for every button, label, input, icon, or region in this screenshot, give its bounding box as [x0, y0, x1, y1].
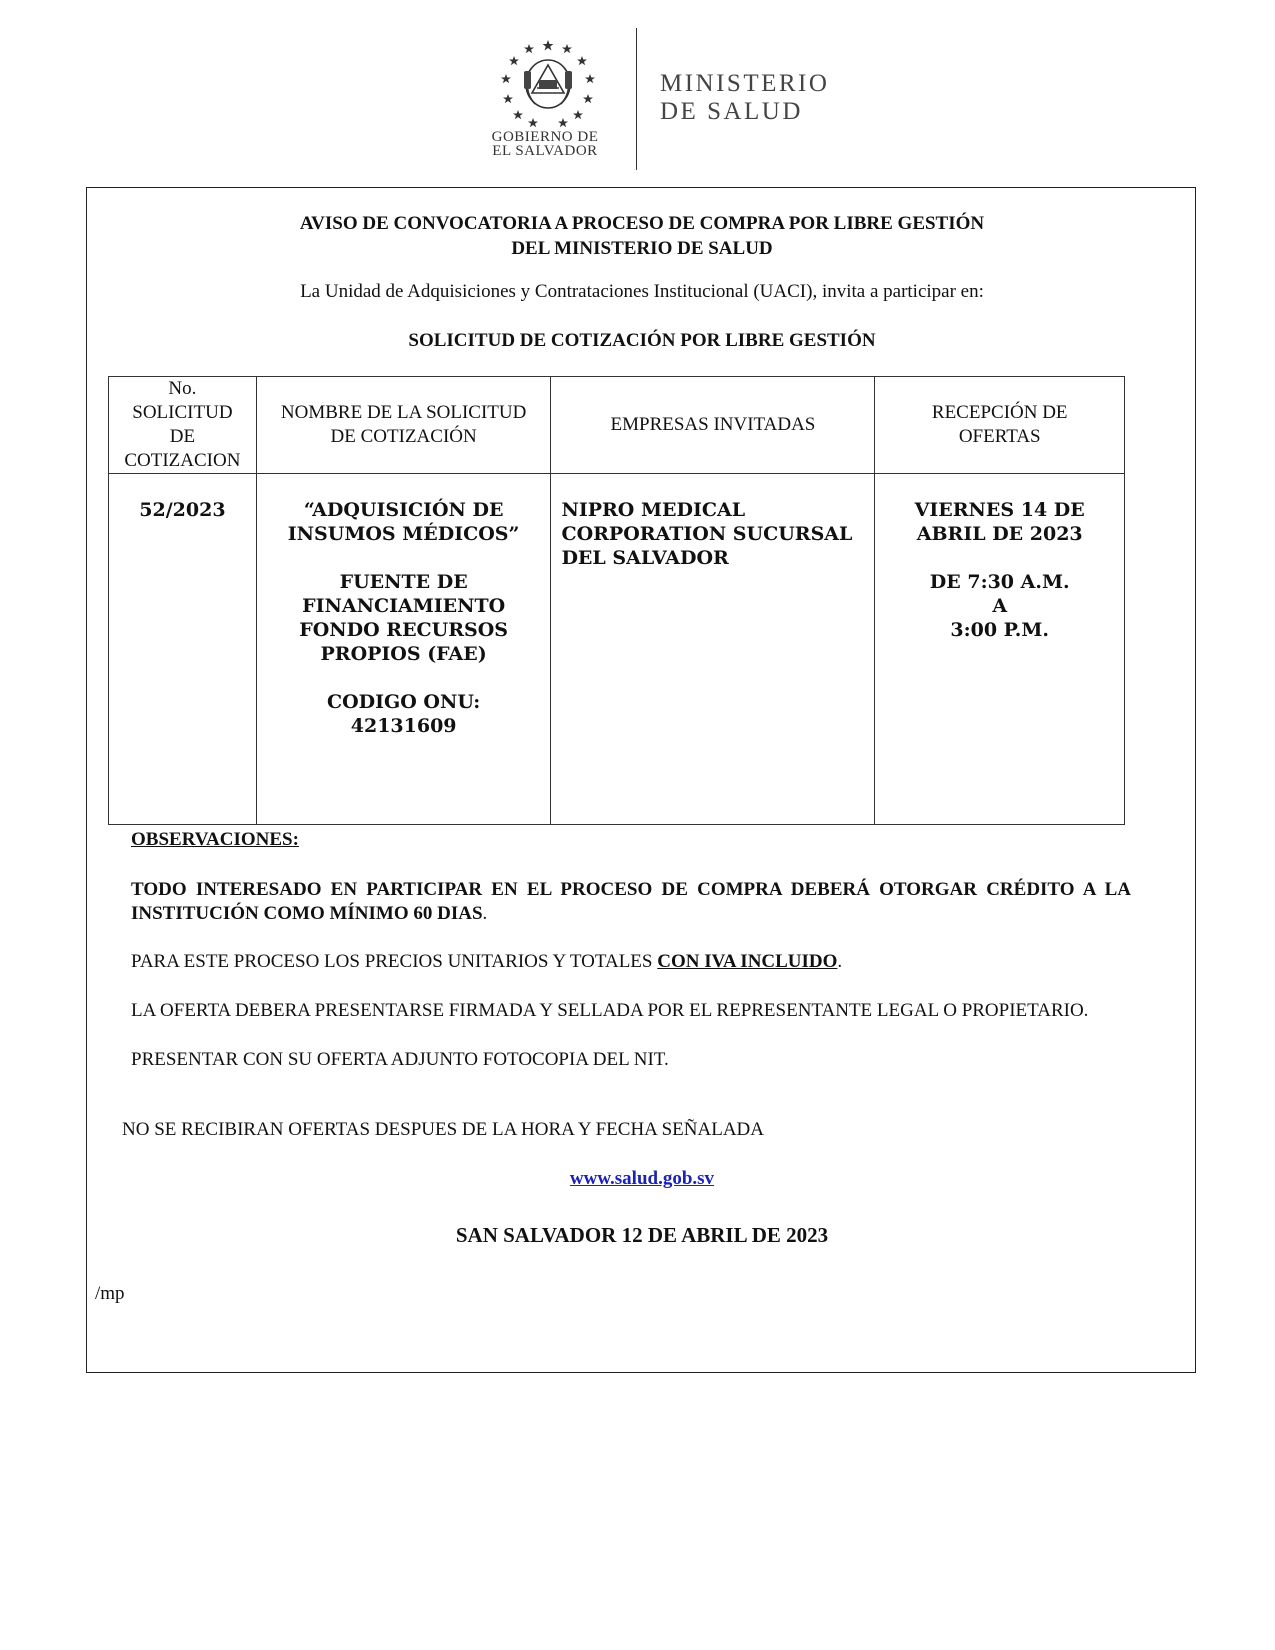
- observation-vat: PARA ESTE PROCESO LOS PRECIOS UNITARIOS Y TOTALES CON IVA INCLUIDO.: [131, 951, 843, 972]
- header-request-name: [256, 377, 551, 474]
- author-initials: /mp: [95, 1283, 125, 1304]
- name-line: “ADQUISICIÓN DE: [303, 499, 504, 521]
- intro-text: La Unidad de Adquisiciones y Contrataciones Institucional (UACI), invita a participar en:: [300, 281, 984, 302]
- observation-signature: LA OFERTA DEBERA PRESENTARSE FIRMADA Y SELLADA POR EL REPRESENTANTE LEGAL O PROPIETARIO.: [131, 1000, 1089, 1021]
- header-text: SOLICITUD: [132, 402, 233, 423]
- header-invited-companies: EMPRESAS INVITADAS: [551, 377, 875, 474]
- observation-credit-line1: TODO INTERESADO EN PARTICIPAR EN EL PROCESO DE COMPRA DEBERÁ OTORGAR CRÉDITO A LA: [131, 879, 1131, 900]
- national-seal-icon: [495, 38, 601, 130]
- observation-vat-emphasis: CON IVA INCLUIDO: [657, 951, 838, 972]
- gov-line2: EL SALVADOR: [492, 143, 598, 159]
- ministry-line1: MINISTERIO: [660, 70, 830, 97]
- fund-line: FUENTE DE: [339, 571, 468, 593]
- company-line: NIPRO MEDICAL: [561, 499, 746, 521]
- header-text: OFERTAS: [958, 426, 1041, 447]
- header-text: DE: [169, 426, 196, 447]
- notice-title: [87, 211, 1197, 261]
- time-line: DE 7:30 A.M.: [929, 571, 1070, 593]
- header-text: DE COTIZACIÓN: [330, 426, 477, 447]
- observation-credit: TODO INTERESADO EN PARTICIPAR EN EL PROCESO DE COMPRA DEBERÁ OTORGAR CRÉDITO A LA INSTITUCIÓN COMO MÍNIMO 60 DIAS.: [131, 879, 1131, 924]
- fund-line: FINANCIAMIENTO: [302, 595, 506, 617]
- time-line: A: [992, 595, 1008, 617]
- observation-vat-text: PARA ESTE PROCESO LOS PRECIOS UNITARIOS Y TOTALES: [131, 951, 658, 972]
- cell-request-name: [256, 474, 551, 825]
- header-text: No.: [168, 378, 197, 399]
- notice-frame: [86, 187, 1196, 1373]
- header-offer-reception: [875, 377, 1125, 474]
- table-header-row: [109, 377, 1125, 474]
- header-text: COTIZACION: [124, 450, 241, 471]
- notice-title-line1: AVISO DE CONVOCATORIA A PROCESO DE COMPRA POR LIBRE GESTIÓN: [299, 213, 985, 234]
- observations-heading: OBSERVACIONES:: [131, 829, 299, 850]
- section-subtitle: SOLICITUD DE COTIZACIÓN POR LIBRE GESTIÓN: [408, 330, 876, 351]
- company-line: CORPORATION SUCURSAL: [561, 523, 853, 545]
- date-line: VIERNES 14 DE: [914, 499, 1085, 521]
- website-link[interactable]: www.salud.gob.sv: [569, 1168, 715, 1189]
- government-wordmark: [470, 130, 620, 158]
- date-line: ABRIL DE 2023: [916, 523, 1083, 545]
- cell-invited-company: [551, 474, 875, 825]
- ministry-wordmark: [660, 70, 829, 126]
- table-row: [109, 474, 1125, 825]
- deadline-note: NO SE RECIBIRAN OFERTAS DESPUES DE LA HORA Y FECHA SEÑALADA: [122, 1119, 764, 1140]
- code-line: 42131609: [350, 715, 457, 737]
- fund-line: FONDO RECURSOS: [299, 619, 509, 641]
- header-request-number: [109, 377, 257, 474]
- website-line: [87, 1168, 1197, 1190]
- company-line: DEL SALVADOR: [561, 547, 729, 569]
- observation-nit: PRESENTAR CON SU OFERTA ADJUNTO FOTOCOPIA DEL NIT.: [131, 1049, 669, 1070]
- cell-request-number: 52/2023: [109, 474, 257, 825]
- header-divider: [636, 28, 637, 170]
- gov-line1: GOBIERNO DE: [491, 129, 599, 145]
- cell-offer-reception: [875, 474, 1125, 825]
- ministry-line2: DE SALUD: [660, 98, 803, 125]
- place-date: SAN SALVADOR 12 DE ABRIL DE 2023: [455, 1223, 829, 1247]
- code-line: CODIGO ONU:: [327, 691, 481, 713]
- name-line: INSUMOS MÉDICOS”: [287, 523, 520, 545]
- observation-credit-line2: INSTITUCIÓN COMO MÍNIMO 60 DIAS: [131, 903, 483, 924]
- notice-title-line2: DEL MINISTERIO DE SALUD: [511, 238, 773, 259]
- header-text: RECEPCIÓN DE: [931, 402, 1068, 423]
- quotation-table: [108, 376, 1125, 825]
- letterhead: [0, 0, 1275, 175]
- fund-line: PROPIOS (FAE): [320, 643, 487, 665]
- time-line: 3:00 P.M.: [950, 619, 1050, 641]
- header-text: NOMBRE DE LA SOLICITUD: [280, 402, 527, 423]
